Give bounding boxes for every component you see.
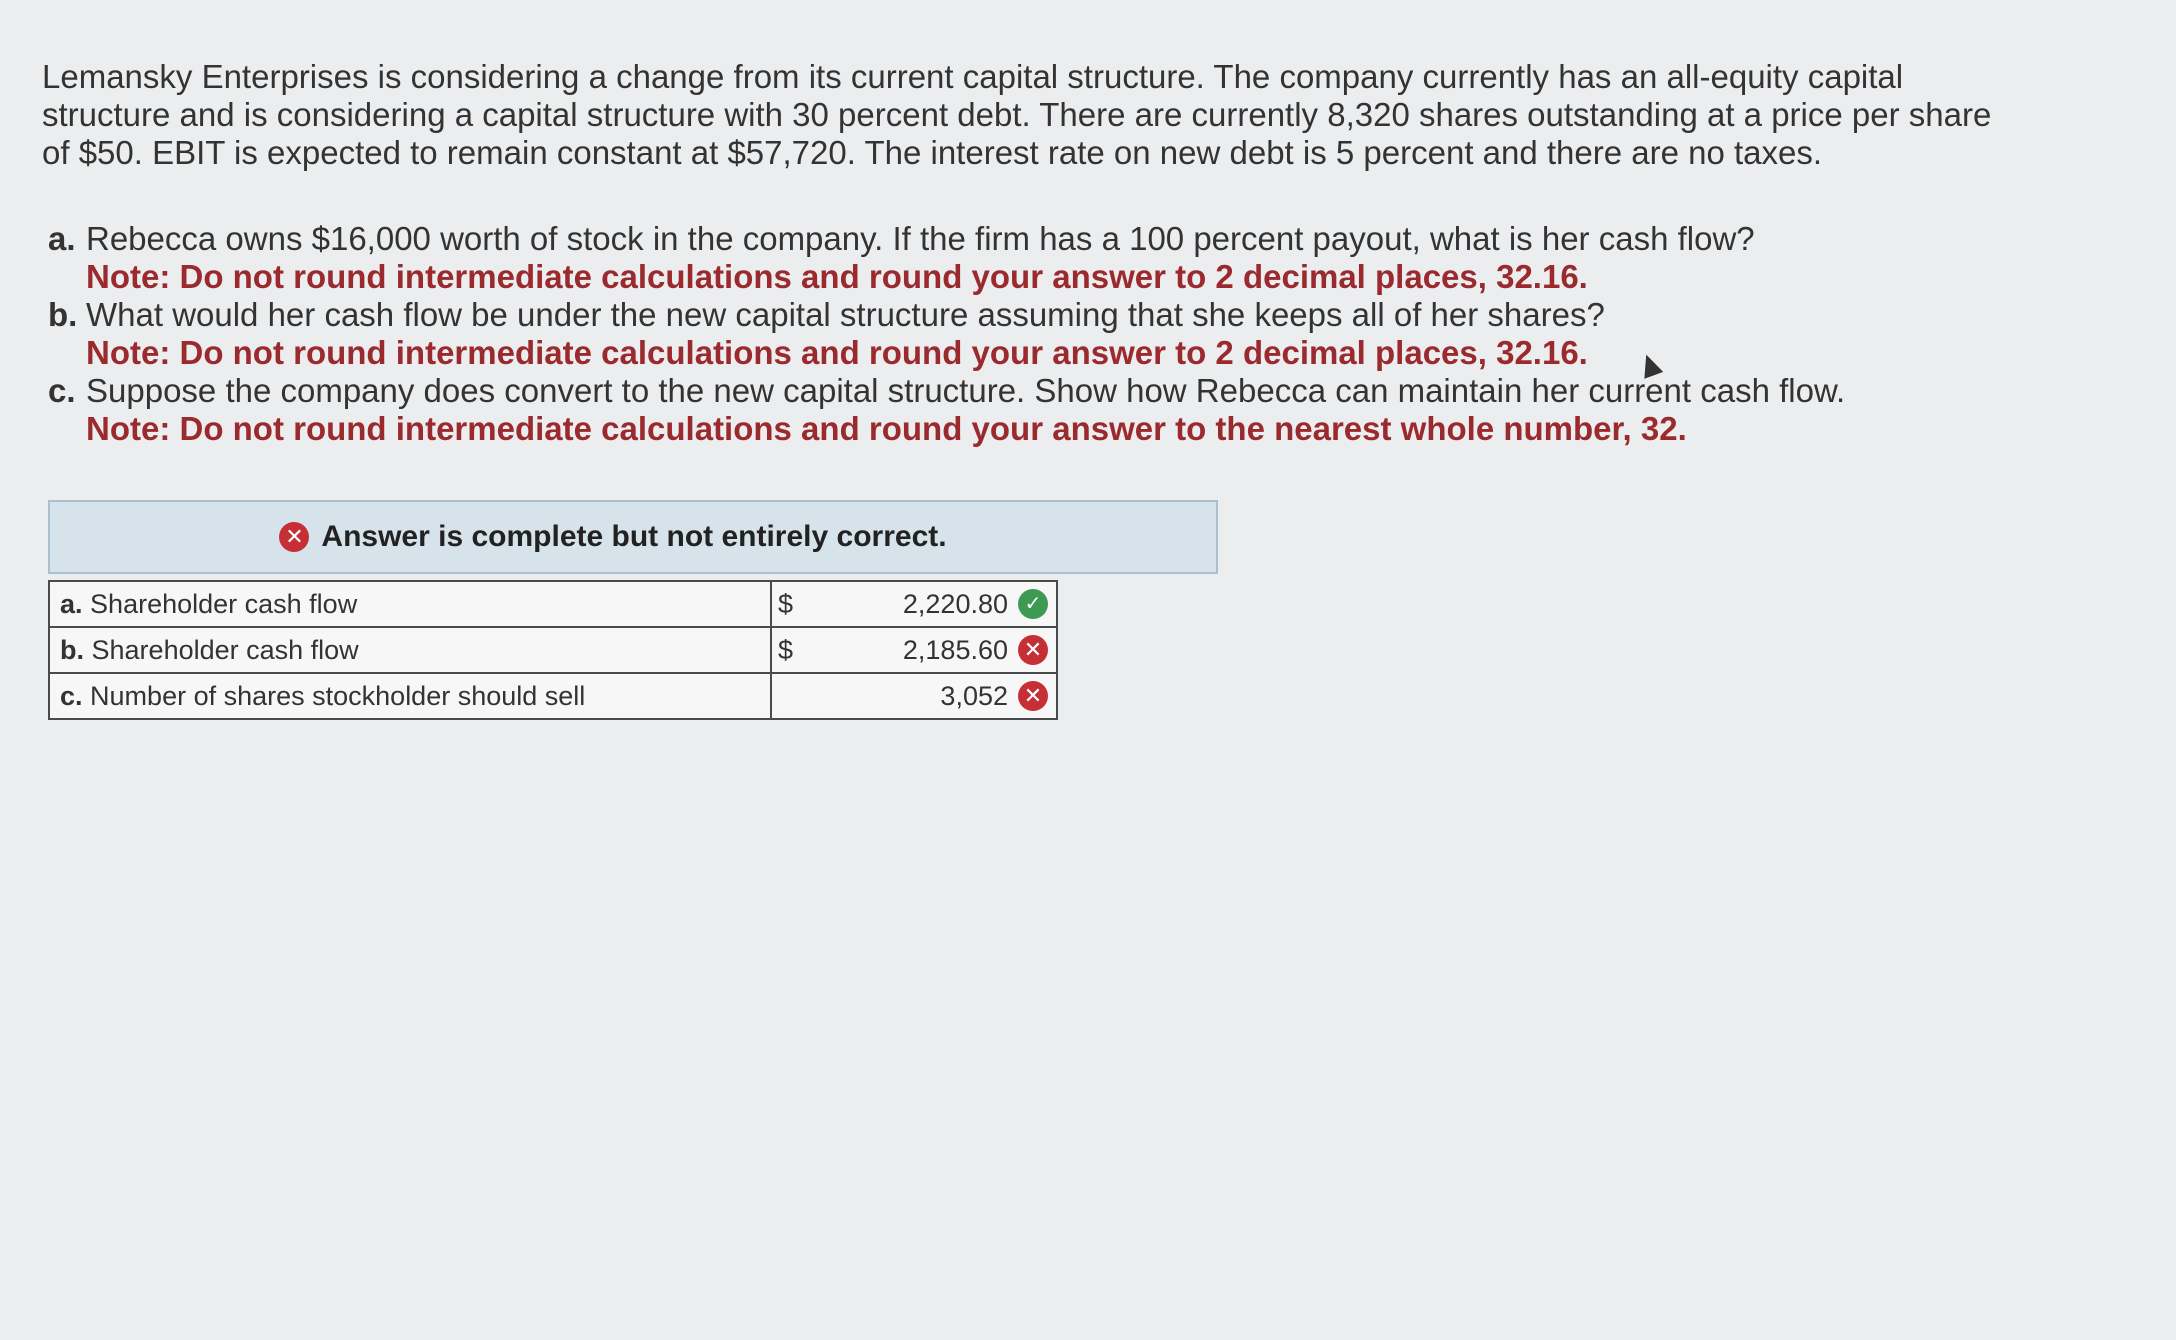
problem-line-2: structure and is considering a capital structure with 30 percent debt. There are currently 8,320 shares outstanding at a price per share bbox=[42, 96, 1992, 133]
question-note: Note: Do not round intermediate calculations and round your answer to 2 decimal places, 32.16. bbox=[86, 334, 1588, 371]
answer-cell[interactable] bbox=[771, 673, 1057, 719]
row-label bbox=[49, 627, 771, 673]
question-note: Note: Do not round intermediate calculations and round your answer to the nearest whole number, 32. bbox=[86, 410, 1687, 447]
result-banner-text: Answer is complete but not entirely correct. bbox=[321, 520, 947, 553]
result-banner bbox=[48, 500, 1218, 574]
problem-line-1: Lemansky Enterprises is considering a change from its current capital structure. The company currently has an all-equity capital bbox=[42, 58, 1904, 95]
question-b bbox=[48, 296, 2048, 372]
question-letter: c. bbox=[48, 372, 76, 409]
answer-value: 2,185.60 bbox=[902, 634, 1008, 665]
question-letter: a. bbox=[48, 220, 76, 257]
table-row bbox=[49, 627, 1057, 673]
row-letter: b. bbox=[60, 634, 84, 665]
problem-line-3: of $50. EBIT is expected to remain constant at $57,720. The interest rate on new debt is 5 percent and there are no taxes. bbox=[42, 134, 1823, 171]
x-circle-icon: ✕ bbox=[279, 522, 309, 552]
answer-table bbox=[48, 580, 1058, 720]
question-c bbox=[48, 372, 2048, 448]
question-list bbox=[48, 220, 2048, 448]
answer-cell[interactable] bbox=[771, 627, 1057, 673]
x-circle-icon: ✕ bbox=[1018, 681, 1048, 711]
question-a bbox=[48, 220, 2048, 296]
currency-symbol: $ bbox=[778, 634, 794, 665]
table-row bbox=[49, 673, 1057, 719]
table-row bbox=[49, 581, 1057, 627]
problem-statement bbox=[42, 58, 2042, 172]
x-circle-icon: ✕ bbox=[1018, 635, 1048, 665]
answer-value: 2,220.80 bbox=[902, 588, 1008, 619]
question-letter: b. bbox=[48, 296, 78, 333]
checkmark-icon: ✓ bbox=[1018, 589, 1048, 619]
currency-symbol: $ bbox=[778, 588, 794, 619]
question-text: Suppose the company does convert to the new capital structure. Show how Rebecca can maintain her current cash flow. bbox=[86, 372, 1846, 409]
row-letter: c. bbox=[60, 680, 83, 711]
question-note: Note: Do not round intermediate calculations and round your answer to 2 decimal places, 32.16. bbox=[86, 258, 1588, 295]
question-text: Rebecca owns $16,000 worth of stock in the company. If the firm has a 100 percent payout, what is her cash flow? bbox=[86, 220, 1755, 257]
row-label bbox=[49, 581, 771, 627]
row-label-text: Number of shares stockholder should sell bbox=[90, 680, 586, 711]
answer-value: 3,052 bbox=[940, 680, 1008, 711]
row-letter: a. bbox=[60, 588, 83, 619]
question-text: What would her cash flow be under the new capital structure assuming that she keeps all of her shares? bbox=[86, 296, 1605, 333]
row-label bbox=[49, 673, 771, 719]
row-label-text: Shareholder cash flow bbox=[91, 634, 359, 665]
row-label-text: Shareholder cash flow bbox=[90, 588, 358, 619]
answer-cell[interactable] bbox=[771, 581, 1057, 627]
